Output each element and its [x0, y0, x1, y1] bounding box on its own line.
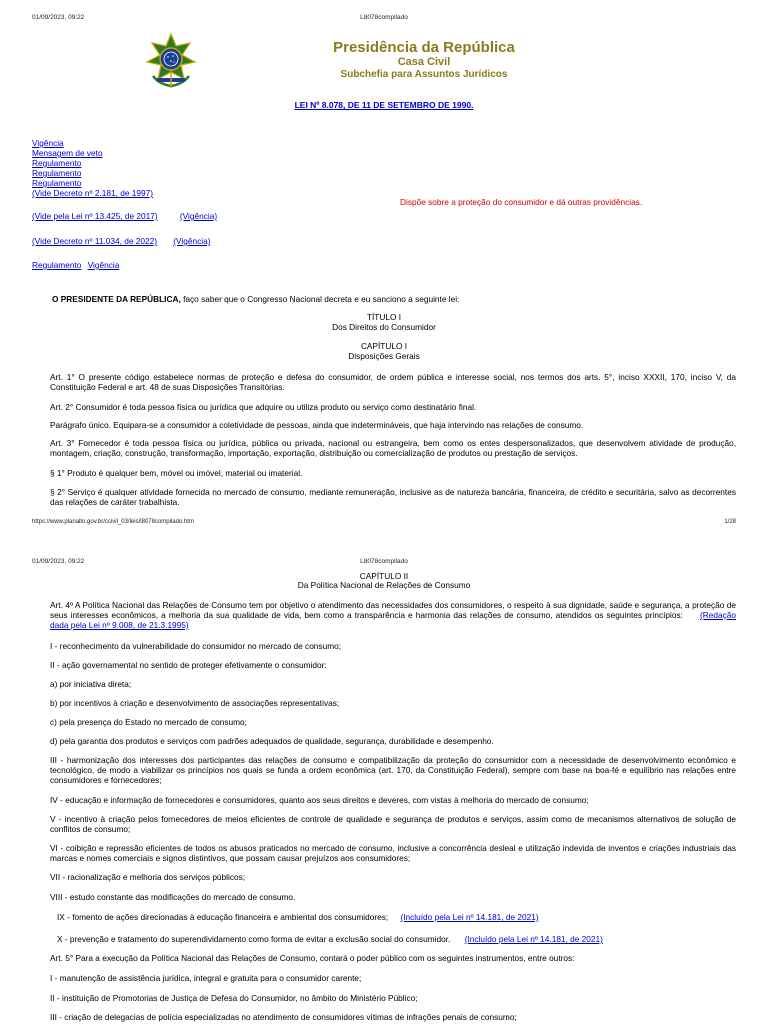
link-vide-decreto-1997[interactable]: (Vide Decreto nº 2.181, de 1997) [32, 188, 153, 198]
document-page-2 [0, 552, 768, 1024]
art-3: Art. 3° Fornecedor é toda pessoa física ou jurídica, pública ou privada, nacional ou estrangeira, bem como os entes despersonalizados, que desenvolvem atividade de produção, montagem, criação, construção, transformação, importação, exportação, distribuição ou comercialização de produtos ou prestação de serviços. [50, 438, 736, 458]
ementa: Dispõe sobre a proteção do consumidor e dá outras providências. [400, 197, 643, 207]
capitulo-2-name: Da Política Nacional de Relações de Consumo [297, 580, 471, 590]
art-4-text: Art. 4º A Política Nacional das Relações de Consumo tem por objetivo o atendimento das necessidades dos consumidores, o respeito à sua dignidade, saúde e segurança, a proteção de seus interesses econômicos, a melhoria da sua qualidade de vida, bem como a transparência e harmonia das relações de consumo, atendidos os seguintes princípios: [50, 600, 736, 620]
preamble-bold: O PRESIDENTE DA REPÚBLICA, [52, 294, 181, 304]
preamble-text: faço saber que o Congresso Nacional decreta e eu sanciono a seguinte lei: [180, 294, 460, 304]
art-4-x [32, 934, 736, 944]
print-doc-name-2: L8078compilado [360, 558, 408, 565]
link-vigencia[interactable]: Vigência [32, 138, 64, 148]
brand-subtitle: Casa Civil [397, 56, 451, 68]
art-2-paragrafo: Parágrafo único. Equipara-se a consumidor a coletividade de pessoas, ainda que indetermináveis, que haja intervindo nas relações de consumo. [50, 420, 584, 430]
art-5-i: I - manutenção de assistência jurídica, integral e gratuita para o consumidor carente; [50, 973, 362, 983]
art-4-ii: II - ação governamental no sentido de proteger efetivamente o consumidor: [50, 660, 327, 670]
art-4-v: V - incentivo à criação pelos fornecedores de meios eficientes de controle de qualidade e segurança de produtos e serviços, assim como de mecanismos alternativos de solução de conflitos de consumo; [50, 814, 736, 834]
links-row-regulamento [32, 261, 736, 271]
art-4-x-ref-link[interactable]: (Incluído pela Lei nº 14.181, de 2021) [464, 934, 603, 944]
art-4-ix-text: IX - fomento de ações direcionadas à educação financeira e ambiental dos consumidores; [57, 912, 389, 922]
art-4-ii-b: b) por incentivos à criação e desenvolvimento de associações representativas; [50, 698, 340, 708]
capitulo-2-heading: CAPÍTULO II [359, 571, 409, 581]
link-vigencia-last[interactable]: Vigência [87, 260, 120, 270]
art-4-vii: VII - racionalização e melhoria dos serviços públicos; [50, 872, 246, 882]
brazil-coat-of-arms-icon [145, 32, 197, 90]
footer-page-number: 1/28 [724, 519, 736, 525]
link-regulamento-2[interactable]: Regulamento [32, 168, 82, 178]
brand-header [250, 40, 598, 81]
art-5: Art. 5° Para a execução da Política Nacional das Relações de Consumo, contará o poder público com os seguintes instrumentos, entre outros: [50, 953, 575, 963]
art-4-x-text: X - prevenção e tratamento do superendividamento como forma de evitar a exclusão social do consumidor. [57, 934, 451, 944]
art-4-ii-d: d) pela garantia dos produtos e serviços com padrões adequados de qualidade, segurança, durabilidade e desempenho. [50, 736, 494, 746]
art-4-ix-ref-link[interactable]: (Incluído pela Lei nº 14.181, de 2021) [400, 912, 539, 922]
print-header-2 [32, 558, 736, 568]
art-4-ii-c: c) pela presença do Estado no mercado de consumo; [50, 717, 247, 727]
art-4-ii-a: a) por iniciativa direta; [50, 679, 132, 689]
art-4-i: I - reconhecimento da vulnerabilidade do consumidor no mercado de consumo; [50, 641, 342, 651]
brand-subtitle-2: Subchefia para Assuntos Jurídicos [340, 69, 508, 80]
art-2: Art. 2° Consumidor é toda pessoa física ou jurídica que adquire ou utiliza produto ou serviço como destinatário final. [50, 402, 477, 412]
art-4-ix [32, 912, 736, 922]
brand-title: Presidência da República [333, 39, 515, 56]
art-4-viii: VIII - estudo constante das modificações do mercado de consumo. [50, 892, 296, 902]
links-row-2017 [32, 212, 736, 222]
link-vide-lei-2017[interactable]: (Vide pela Lei nº 13.425, de 2017) [32, 211, 158, 221]
art-4 [32, 600, 736, 630]
link-regulamento-1[interactable]: Regulamento [32, 158, 82, 168]
link-vide-decreto-2022[interactable]: (Vide Decreto nº 11.034, de 2022) [32, 236, 157, 246]
link-regulamento-3[interactable]: Regulamento [32, 178, 82, 188]
art-5-iii: III - criação de delegacias de polícia especializadas no atendimento de consumidores vítimas de infrações penais de consumo; [50, 1012, 517, 1022]
art-3-par-2: § 2° Serviço é qualquer atividade fornecida no mercado de consumo, mediante remuneração, inclusive as de natureza bancária, financeira, de crédito e securitária, salvo as decorrentes das relações de caráter trabalhista. [50, 487, 736, 507]
law-title-link[interactable]: LEI Nº 8.078, DE 11 DE SETEMBRO DE 1990. [294, 100, 474, 110]
print-header [32, 14, 736, 24]
art-4-iv: IV - educação e informação de fornecedores e consumidores, quanto aos seus direitos e deveres, com vistas à melhoria do mercado de consumo; [50, 795, 589, 805]
capitulo-name: Disposições Gerais [348, 351, 420, 361]
law-title[interactable] [0, 100, 768, 110]
titulo-name: Dos Direitos do Consumidor [332, 322, 436, 332]
links-row-2022 [32, 237, 736, 247]
art-5-ii: II - instituição de Promotorias de Justiça de Defesa do Consumidor, no âmbito do Ministério Público; [50, 993, 418, 1003]
page-separator [0, 535, 768, 552]
link-vigencia-2022[interactable]: (Vigência) [173, 236, 211, 246]
link-regulamento-4[interactable]: Regulamento [32, 260, 82, 270]
preamble [32, 294, 736, 304]
print-footer [32, 519, 736, 529]
titulo-heading: TÍTULO I [366, 312, 402, 322]
reference-links [32, 138, 153, 198]
art-4-vi: VI - coibição e repressão eficientes de todos os abusos praticados no mercado de consumo, inclusive a concorrência desleal e utilização indevida de inventos e criações industriais das marcas e nomes comerciais e signos distintivos, que possam causar prejuízos aos consumidores; [50, 843, 736, 863]
print-datetime: 01/09/2023, 09:22 [32, 14, 85, 21]
art-1: Art. 1° O presente código estabelece normas de proteção e defesa do consumidor, de ordem pública e interesse social, nos termos dos arts. 5°, inciso XXXII, 170, inciso V, da Constituição Federal e art. 48 de suas Disposições Transitórias. [50, 372, 736, 392]
art-4-ref-link[interactable]: (Redação dada pela Lei nº 9.008, de 21.3.1995) [50, 610, 736, 630]
capitulo-heading: CAPÍTULO I [360, 341, 408, 351]
art-3-par-1: § 1° Produto é qualquer bem, móvel ou imóvel, material ou imaterial. [50, 468, 303, 478]
link-mensagem-veto[interactable]: Mensagem de veto [32, 148, 103, 158]
print-doc-name: L8078compilado [360, 14, 408, 21]
footer-url: https://www.planalto.gov.br/ccivil_03/leis/l8078compilado.htm [32, 519, 194, 525]
art-4-iii: III - harmonização dos interesses dos participantes das relações de consumo e compatibilização da proteção do consumidor com a necessidade de desenvolvimento econômico e tecnológico, de modo a viabilizar os princípios nos quais se funda a ordem econômica (art. 170, da Constituição Federal), sempre com base na boa-fé e equilíbrio nas relações entre consumidores e fornecedores; [50, 755, 736, 785]
link-vigencia-2017[interactable]: (Vigência) [179, 211, 218, 221]
print-datetime-2: 01/09/2023, 09:22 [32, 558, 85, 565]
